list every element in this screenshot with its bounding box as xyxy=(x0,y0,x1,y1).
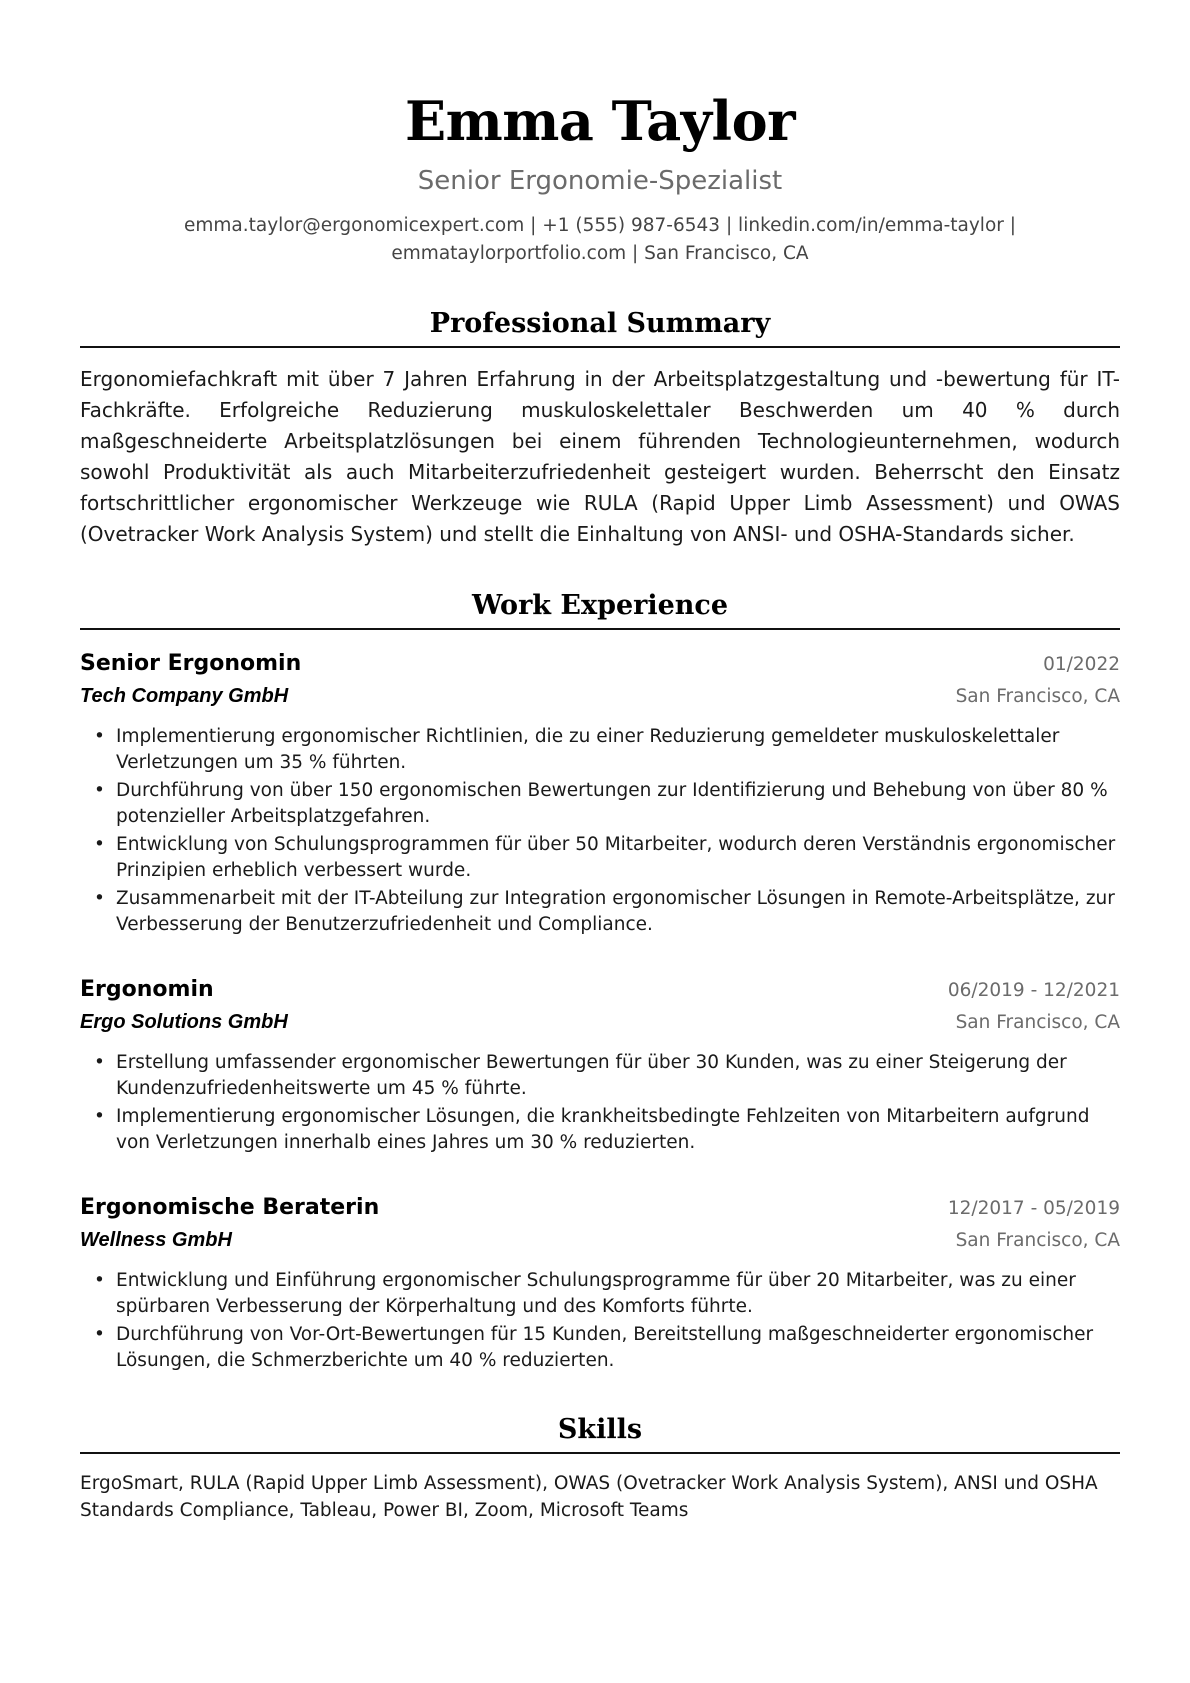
bullet-icon: • xyxy=(94,726,105,747)
job-bullet xyxy=(80,832,1120,884)
job-bullet xyxy=(80,778,1120,830)
job-bullet xyxy=(80,886,1120,938)
job-bullet-text: Durchführung von Vor-Ort-Bewertungen für 15 Kunden, Bereitstellung maßgeschneiderter ergonomischer Lösungen, die Schmerzberichte um 40 % reduzierten. xyxy=(116,1324,1094,1371)
resume-page xyxy=(80,0,1120,1524)
job-company-row xyxy=(80,1224,1120,1256)
job-bullet-text: Durchführung von über 150 ergonomischen Bewertungen zur Identifizierung und Behebung von über 80 % potenzieller Arbeitsplatzgefahren. xyxy=(116,780,1108,827)
section-heading-experience: Work Experience xyxy=(80,588,1120,630)
job-bullet-list xyxy=(80,724,1120,938)
job-date: 06/2019 - 12/2021 xyxy=(947,980,1120,1001)
job-bullet-text: Entwicklung von Schulungsprogrammen für über 50 Mitarbeiter, wodurch deren Verständnis ergonomischer Prinzipien erheblich verbessert wurde. xyxy=(116,834,1116,881)
job-bullet-text: Erstellung umfassender ergonomischer Bewertungen für über 30 Kunden, was zu einer Steigerung der Kundenzufriedenheitswerte um 45 % führte. xyxy=(116,1052,1067,1099)
job-company: Wellness GmbH xyxy=(80,1229,232,1251)
bullet-icon: • xyxy=(94,1052,105,1073)
job-bullet xyxy=(80,1268,1120,1320)
job-bullet xyxy=(80,724,1120,776)
job-bullet-list xyxy=(80,1268,1120,1374)
job-entry xyxy=(80,1192,1120,1374)
job-company-row xyxy=(80,680,1120,712)
candidate-title: Senior Ergonomie-Spezialist xyxy=(417,166,783,196)
job-bullet-text: Zusammenarbeit mit der IT-Abteilung zur Integration ergonomischer Lösungen in Remote-Arbeitsplätze, zur Verbesserung der Benutzerzufriedenheit und Compliance. xyxy=(116,888,1115,935)
summary-text: Ergonomiefachkraft mit über 7 Jahren Erfahrung in der Arbeitsplatzgestaltung und -bewertung für IT-Fachkräfte. Erfolgreiche Reduzierung muskuloskelettaler Beschwerden um 40 % durch maßgeschneiderte Arbeitsplatzlösungen bei einem führenden Technologieunternehmen, wodurch sowohl Produktivität als auch Mitarbeiterzufriedenheit gesteigert wurden. Beherrscht den Einsatz fortschrittlicher ergonomischer Werkzeuge wie RULA (Rapid Upper Limb Assessment) und OWAS (Ovetracker Work Analysis System) und stellt die Einhaltung von ANSI- und OSHA-Standards sicher. xyxy=(80,367,1120,546)
candidate-name: Emma Taylor xyxy=(404,89,796,153)
experience-section xyxy=(80,588,1120,1374)
job-title: Senior Ergonomin xyxy=(80,651,302,676)
job-bullet-list xyxy=(80,1050,1120,1156)
job-title: Ergonomische Beraterin xyxy=(80,1195,380,1220)
job-bullet-text: Implementierung ergonomischer Richtlinien, die zu einer Reduzierung gemeldeter muskuloskelettaler Verletzungen um 35 % führten. xyxy=(116,726,1060,773)
section-heading-skills: Skills xyxy=(80,1412,1120,1454)
job-header-row xyxy=(80,1192,1120,1224)
job-title: Ergonomin xyxy=(80,977,214,1002)
job-location: San Francisco, CA xyxy=(955,1012,1120,1033)
job-bullet xyxy=(80,1050,1120,1102)
bullet-icon: • xyxy=(94,1270,105,1291)
job-location: San Francisco, CA xyxy=(955,686,1120,707)
bullet-icon: • xyxy=(94,834,105,855)
job-company: Ergo Solutions GmbH xyxy=(80,1011,288,1033)
contact-line-2: emmataylorportfolio.com | San Francisco, CA xyxy=(391,243,809,264)
job-bullet xyxy=(80,1322,1120,1374)
job-date: 12/2017 - 05/2019 xyxy=(947,1198,1120,1219)
job-bullet-text: Implementierung ergonomischer Lösungen, die krankheitsbedingte Fehlzeiten von Mitarbeitern aufgrund von Verletzungen innerhalb eines Jahres um 30 % reduzierten. xyxy=(116,1106,1090,1153)
job-entry xyxy=(80,648,1120,938)
skills-section xyxy=(80,1412,1120,1524)
section-heading-summary: Professional Summary xyxy=(80,306,1120,348)
bullet-icon: • xyxy=(94,780,105,801)
job-entry xyxy=(80,974,1120,1156)
bullet-icon: • xyxy=(94,1324,105,1345)
skills-text: ErgoSmart, RULA (Rapid Upper Limb Assessment), OWAS (Ovetracker Work Analysis System), ANSI und OSHA Standards Compliance, Tableau, Power BI, Zoom, Microsoft Teams xyxy=(80,1473,1098,1521)
job-company: Tech Company GmbH xyxy=(80,685,289,707)
bullet-icon: • xyxy=(94,1106,105,1127)
job-bullet xyxy=(80,1104,1120,1156)
job-date: 01/2022 xyxy=(1043,654,1120,675)
job-list xyxy=(80,648,1120,1374)
summary-section xyxy=(80,306,1120,550)
job-header-row xyxy=(80,974,1120,1006)
contact-info xyxy=(150,212,1050,268)
job-company-row xyxy=(80,1006,1120,1038)
job-location: San Francisco, CA xyxy=(955,1230,1120,1251)
job-bullet-text: Entwicklung und Einführung ergonomischer Schulungsprogramme für über 20 Mitarbeiter, was zu einer spürbaren Verbesserung der Körperhaltung und des Komforts führte. xyxy=(116,1270,1076,1317)
bullet-icon: • xyxy=(94,888,105,909)
contact-line-1: emma.taylor@ergonomicexpert.com | +1 (555) 987-6543 | linkedin.com/in/emma-taylor | xyxy=(184,215,1016,236)
job-header-row xyxy=(80,648,1120,680)
